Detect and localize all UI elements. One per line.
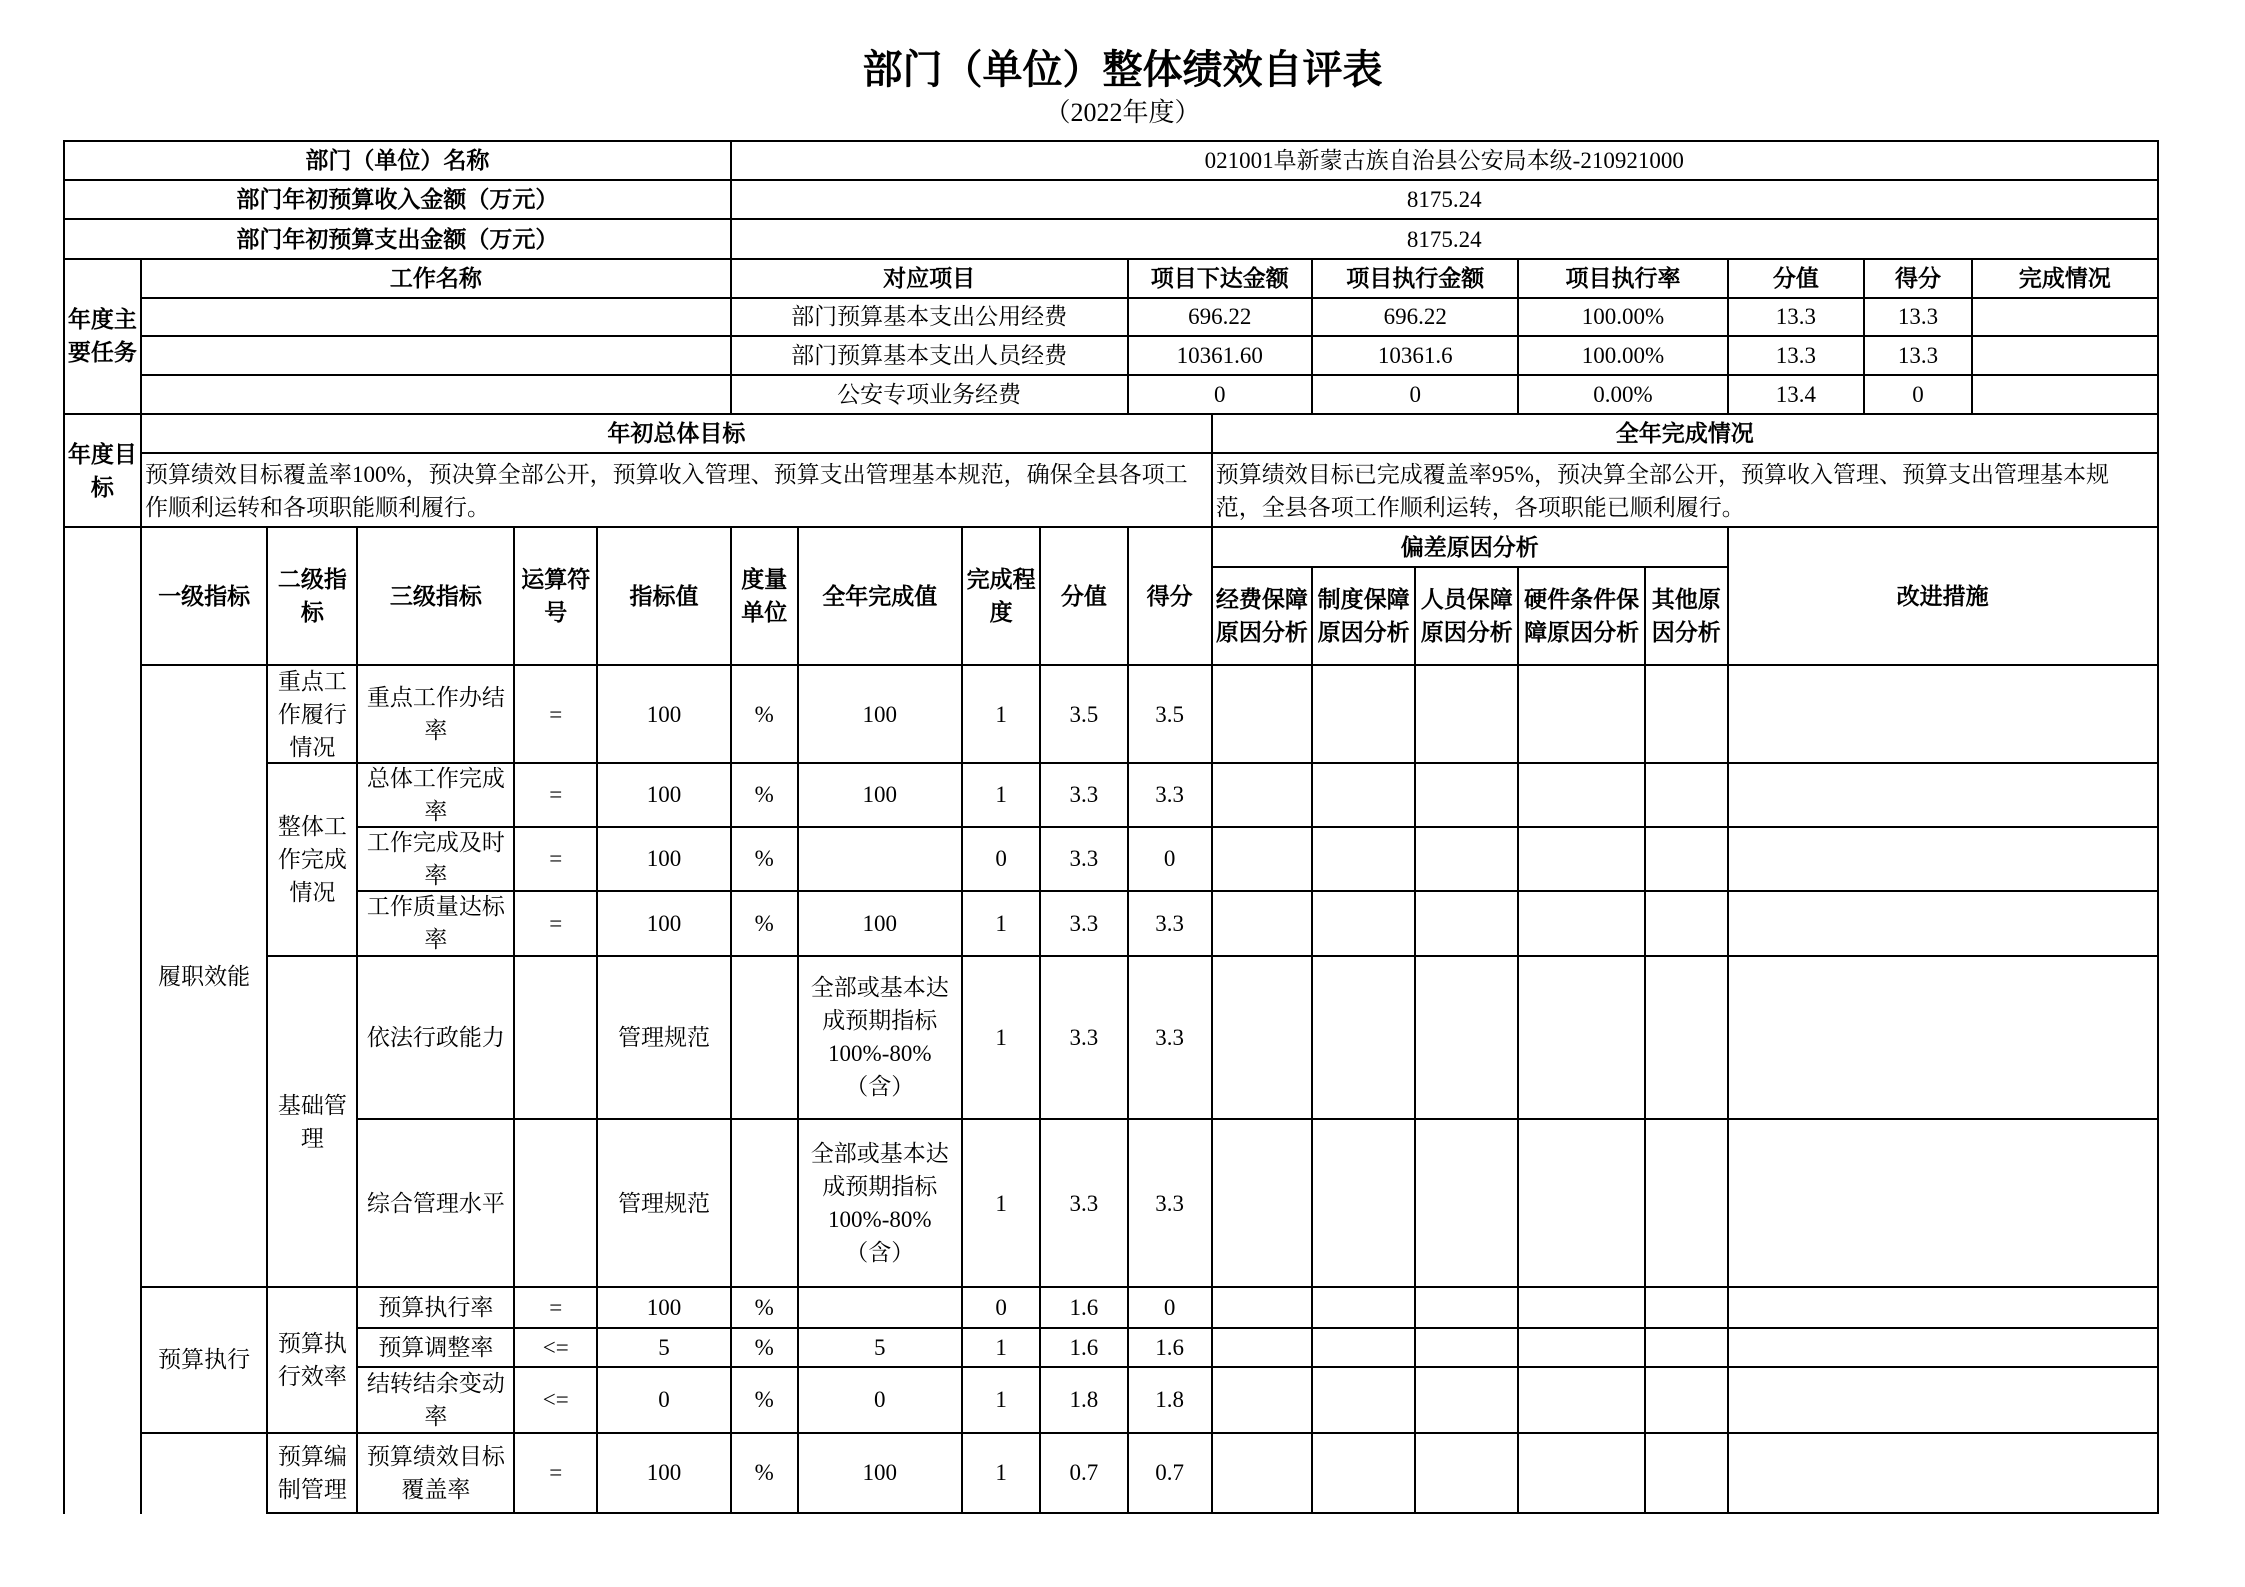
- indicator-row-cell: 100: [596, 890, 732, 957]
- indicator-row-cell: [513, 1118, 598, 1289]
- indicator-row-cell: [1727, 1327, 2159, 1368]
- indicator-row-cell: [1644, 1118, 1729, 1289]
- goals-initial-text: 预算绩效目标覆盖率100%，预决算全部公开，预算收入管理、预算支出管理基本规范，确保全县各项工作顺利运转和各项职能顺利履行。: [140, 452, 1213, 528]
- indicator-row-cell: %: [730, 890, 799, 957]
- indicator-row-cell: [1211, 762, 1313, 828]
- indicator-row-cell: 3.3: [1039, 890, 1128, 957]
- indicator-row-cell: [1644, 664, 1729, 763]
- indicator-row-cell: 1: [961, 955, 1041, 1120]
- indicator-row-cell: [1727, 1118, 2159, 1289]
- page-subtitle: （2022年度）: [1044, 98, 1201, 127]
- task-row-cell: 696.22: [1127, 297, 1314, 337]
- task-row-cell: 0: [1311, 374, 1519, 415]
- indicator-row-cell: 5: [596, 1327, 732, 1368]
- indicator-row-cell: %: [730, 1286, 799, 1329]
- task-row-cell: 13.3: [1727, 335, 1866, 376]
- indicator-row-cell: 1.8: [1039, 1366, 1128, 1433]
- indicator-row-cell: 管理规范: [596, 1118, 732, 1289]
- indicator-row-cell: [1517, 1432, 1645, 1514]
- tasks-column-header: 项目执行金额: [1311, 258, 1519, 299]
- indicator-row-cell: [1414, 1286, 1519, 1329]
- indicator-row-cell: 3.3: [1039, 955, 1128, 1120]
- indicator-row-cell: 3.3: [1127, 1118, 1213, 1289]
- expense-value: 8175.24: [730, 218, 2159, 259]
- task-row-cell: [1971, 297, 2159, 337]
- tasks-column-header: 项目下达金额: [1127, 258, 1314, 299]
- indicator-column-header: 运算符号: [513, 526, 598, 666]
- indicator-row-cell: 0: [1127, 1286, 1213, 1329]
- indicator-row-cell: [730, 955, 799, 1120]
- indicator-row-cell: [1727, 826, 2159, 892]
- tasks-section-label: 年度主要任务: [63, 258, 142, 415]
- indicator-row-cell: [1517, 826, 1645, 892]
- indicator-row-cell: 0.7: [1127, 1432, 1213, 1514]
- indicator-row-cell: 1: [961, 664, 1041, 763]
- deviation-column-header: 人员保障原因分析: [1414, 566, 1519, 667]
- indicator-column-header: 二级指标: [266, 526, 358, 666]
- task-row-cell: 100.00%: [1517, 297, 1728, 337]
- indicator-row-cell: [1414, 762, 1519, 828]
- task-row-cell: 0: [1127, 374, 1314, 415]
- indicator-row-cell: 1.6: [1039, 1286, 1128, 1329]
- tasks-column-header: 完成情况: [1971, 258, 2159, 299]
- deviation-column-header: 硬件条件保障原因分析: [1517, 566, 1645, 667]
- deviation-header: 偏差原因分析: [1211, 526, 1729, 567]
- indicator-row-cell: 3.5: [1039, 664, 1128, 763]
- indicator-row-cell: [1414, 1366, 1519, 1433]
- indicator-row-cell: [1644, 1432, 1729, 1514]
- indicator-row-cell: 3.3: [1127, 955, 1213, 1120]
- indicator-row-cell: 100: [797, 664, 963, 763]
- indicators-section-label: [63, 526, 142, 1513]
- indicator-row-cell: 1.8: [1127, 1366, 1213, 1433]
- level2-indicator: 重点工作履行情况: [266, 664, 358, 763]
- indicator-row-cell: 综合管理水平: [356, 1118, 515, 1289]
- indicator-row-cell: [1414, 826, 1519, 892]
- indicator-row-cell: =: [513, 664, 598, 763]
- level1-indicator: 预算执行: [140, 1286, 268, 1433]
- indicator-row-cell: [1311, 664, 1416, 763]
- deviation-column-header: 经费保障原因分析: [1211, 566, 1313, 667]
- indicator-row-cell: 100: [797, 762, 963, 828]
- indicator-row-cell: [513, 955, 598, 1120]
- deviation-column-header: 其他原因分析: [1644, 566, 1729, 667]
- indicator-row-cell: 1: [961, 762, 1041, 828]
- indicator-row-cell: 依法行政能力: [356, 955, 515, 1120]
- indicator-row-cell: 预算执行率: [356, 1286, 515, 1329]
- indicator-row-cell: [1644, 1286, 1729, 1329]
- level2-indicator: 整体工作完成情况: [266, 762, 358, 957]
- task-row-cell: 0.00%: [1517, 374, 1728, 415]
- indicator-row-cell: %: [730, 1327, 799, 1368]
- indicator-row-cell: 100: [596, 762, 732, 828]
- indicator-row-cell: =: [513, 762, 598, 828]
- indicator-column-header: 完成程度: [961, 526, 1041, 666]
- indicator-row-cell: 5: [797, 1327, 963, 1368]
- task-row-cell: 13.4: [1727, 374, 1866, 415]
- task-row-cell: [140, 335, 732, 376]
- indicator-row-cell: 1: [961, 1432, 1041, 1514]
- task-row-cell: [140, 374, 732, 415]
- task-row-cell: [1971, 374, 2159, 415]
- indicator-row-cell: [1211, 1286, 1313, 1329]
- task-row-cell: [1971, 335, 2159, 376]
- indicator-row-cell: 0: [1127, 826, 1213, 892]
- indicator-row-cell: 1.6: [1039, 1327, 1128, 1368]
- name-value: 021001阜新蒙古族自治县公安局本级-210921000: [730, 140, 2159, 181]
- indicator-row-cell: [1414, 1118, 1519, 1289]
- name-label: 部门（单位）名称: [63, 140, 732, 181]
- indicator-row-cell: 管理规范: [596, 955, 732, 1120]
- indicator-row-cell: [730, 1118, 799, 1289]
- indicator-row-cell: [1311, 826, 1416, 892]
- level1-indicator: [140, 1432, 268, 1514]
- indicator-row-cell: [1211, 1432, 1313, 1514]
- deviation-column-header: 制度保障原因分析: [1311, 566, 1416, 667]
- indicator-row-cell: 100: [596, 1432, 732, 1514]
- income-value: 8175.24: [730, 179, 2159, 220]
- task-row-cell: 公安专项业务经费: [730, 374, 1129, 415]
- indicator-row-cell: [1644, 890, 1729, 957]
- indicator-row-cell: [1644, 1327, 1729, 1368]
- indicator-row-cell: 总体工作完成率: [356, 762, 515, 828]
- indicator-row-cell: [797, 1286, 963, 1329]
- indicator-column-header: 一级指标: [140, 526, 268, 666]
- indicator-row-cell: [1644, 826, 1729, 892]
- indicator-row-cell: 工作质量达标率: [356, 890, 515, 957]
- task-row-cell: 部门预算基本支出公用经费: [730, 297, 1129, 337]
- indicator-row-cell: 3.3: [1039, 762, 1128, 828]
- indicator-row-cell: 工作完成及时率: [356, 826, 515, 892]
- indicator-row-cell: 0: [961, 1286, 1041, 1329]
- indicator-row-cell: [1414, 890, 1519, 957]
- indicator-row-cell: 0: [596, 1366, 732, 1433]
- tasks-column-header: 对应项目: [730, 258, 1129, 299]
- indicator-row-cell: [1311, 1286, 1416, 1329]
- task-row-cell: 部门预算基本支出人员经费: [730, 335, 1129, 376]
- indicator-row-cell: 结转结余变动率: [356, 1366, 515, 1433]
- indicator-row-cell: [1414, 955, 1519, 1120]
- indicator-row-cell: [1311, 890, 1416, 957]
- goals-section-label: 年度目标: [63, 413, 142, 528]
- indicator-row-cell: [1414, 1432, 1519, 1514]
- task-row-cell: 13.3: [1863, 297, 1973, 337]
- task-row-cell: 10361.6: [1311, 335, 1519, 376]
- indicator-row-cell: %: [730, 664, 799, 763]
- indicator-row-cell: 0: [797, 1366, 963, 1433]
- indicator-row-cell: 100: [596, 826, 732, 892]
- task-row-cell: 0: [1863, 374, 1973, 415]
- indicator-row-cell: [1727, 1366, 2159, 1433]
- indicator-row-cell: [1644, 762, 1729, 828]
- task-row-cell: 10361.60: [1127, 335, 1314, 376]
- indicator-row-cell: [1211, 1366, 1313, 1433]
- indicator-row-cell: [1414, 664, 1519, 763]
- level2-indicator: 预算编制管理: [266, 1432, 358, 1514]
- indicator-row-cell: [1311, 1118, 1416, 1289]
- indicator-row-cell: %: [730, 1432, 799, 1514]
- indicator-row-cell: 全部或基本达成预期指标100%-80%（含）: [797, 1118, 963, 1289]
- indicator-row-cell: [1727, 664, 2159, 763]
- indicator-row-cell: 预算绩效目标覆盖率: [356, 1432, 515, 1514]
- indicator-row-cell: =: [513, 1432, 598, 1514]
- indicator-row-cell: 全部或基本达成预期指标100%-80%（含）: [797, 955, 963, 1120]
- indicator-row-cell: [1517, 762, 1645, 828]
- page-title: 部门（单位）整体绩效自评表: [862, 47, 1383, 92]
- task-row-cell: 13.3: [1863, 335, 1973, 376]
- indicator-row-cell: %: [730, 826, 799, 892]
- task-row-cell: 696.22: [1311, 297, 1519, 337]
- indicator-row-cell: [1517, 1118, 1645, 1289]
- indicator-row-cell: 100: [797, 1432, 963, 1514]
- indicator-row-cell: [1211, 664, 1313, 763]
- indicator-row-cell: 3.3: [1127, 890, 1213, 957]
- indicator-row-cell: 1: [961, 890, 1041, 957]
- indicator-column-header: 得分: [1127, 526, 1213, 666]
- indicator-row-cell: 1: [961, 1118, 1041, 1289]
- indicator-row-cell: 0.7: [1039, 1432, 1128, 1514]
- indicator-row-cell: <=: [513, 1366, 598, 1433]
- tasks-column-header: 得分: [1863, 258, 1973, 299]
- indicator-row-cell: 0: [961, 826, 1041, 892]
- indicator-row-cell: 3.3: [1127, 762, 1213, 828]
- indicator-row-cell: 预算调整率: [356, 1327, 515, 1368]
- indicator-row-cell: [1414, 1327, 1519, 1368]
- indicator-row-cell: [1211, 955, 1313, 1120]
- indicator-row-cell: 100: [797, 890, 963, 957]
- indicator-row-cell: [1727, 762, 2159, 828]
- indicator-row-cell: [1211, 1327, 1313, 1368]
- indicator-row-cell: [1311, 1327, 1416, 1368]
- task-row-cell: 13.3: [1727, 297, 1866, 337]
- indicator-row-cell: =: [513, 1286, 598, 1329]
- indicator-row-cell: [1311, 955, 1416, 1120]
- indicator-row-cell: [1517, 664, 1645, 763]
- indicator-row-cell: 100: [596, 664, 732, 763]
- level2-indicator: 基础管理: [266, 955, 358, 1288]
- indicator-row-cell: [1517, 955, 1645, 1120]
- indicator-row-cell: [1311, 1432, 1416, 1514]
- indicator-column-header: 三级指标: [356, 526, 515, 666]
- indicator-row-cell: [1644, 1366, 1729, 1433]
- indicator-row-cell: 3.3: [1039, 1118, 1128, 1289]
- indicator-row-cell: [1311, 762, 1416, 828]
- indicator-row-cell: [1727, 890, 2159, 957]
- indicator-row-cell: [1517, 1366, 1645, 1433]
- indicator-column-header: 指标值: [596, 526, 732, 666]
- indicator-row-cell: [1727, 1432, 2159, 1514]
- indicator-column-header: 分值: [1039, 526, 1128, 666]
- indicator-row-cell: <=: [513, 1327, 598, 1368]
- goals-result-label: 全年完成情况: [1211, 413, 2159, 454]
- goals-initial-label: 年初总体目标: [140, 413, 1213, 454]
- indicator-row-cell: [1644, 955, 1729, 1120]
- indicator-row-cell: %: [730, 762, 799, 828]
- indicator-row-cell: =: [513, 826, 598, 892]
- indicator-row-cell: [1517, 1286, 1645, 1329]
- indicator-row-cell: 重点工作办结率: [356, 664, 515, 763]
- tasks-column-header: 分值: [1727, 258, 1866, 299]
- indicator-row-cell: 1: [961, 1366, 1041, 1433]
- level1-indicator: 履职效能: [140, 664, 268, 1288]
- indicator-row-cell: =: [513, 890, 598, 957]
- indicator-row-cell: [1211, 826, 1313, 892]
- indicator-column-header: 全年完成值: [797, 526, 963, 666]
- indicator-row-cell: 1: [961, 1327, 1041, 1368]
- indicator-column-header: 度量单位: [730, 526, 799, 666]
- indicator-row-cell: [1311, 1366, 1416, 1433]
- tasks-column-header: 工作名称: [140, 258, 732, 299]
- task-row-cell: [140, 297, 732, 337]
- expense-label: 部门年初预算支出金额（万元）: [63, 218, 732, 259]
- indicator-row-cell: [1517, 1327, 1645, 1368]
- indicator-row-cell: [1211, 1118, 1313, 1289]
- indicator-row-cell: [1211, 890, 1313, 957]
- indicator-row-cell: [1727, 955, 2159, 1120]
- goals-result-text: 预算绩效目标已完成覆盖率95%，预决算全部公开，预算收入管理、预算支出管理基本规范，全县各项工作顺利运转，各项职能已顺利履行。: [1211, 452, 2159, 528]
- indicator-row-cell: 100: [596, 1286, 732, 1329]
- indicator-row-cell: [797, 826, 963, 892]
- task-row-cell: 100.00%: [1517, 335, 1728, 376]
- income-label: 部门年初预算收入金额（万元）: [63, 179, 732, 220]
- indicator-row-cell: 1.6: [1127, 1327, 1213, 1368]
- indicator-row-cell: 3.5: [1127, 664, 1213, 763]
- indicator-row-cell: 3.3: [1039, 826, 1128, 892]
- indicator-row-cell: [1727, 1286, 2159, 1329]
- indicator-row-cell: %: [730, 1366, 799, 1433]
- improve-header: 改进措施: [1727, 526, 2159, 666]
- indicator-row-cell: [1517, 890, 1645, 957]
- level2-indicator: 预算执行效率: [266, 1286, 358, 1433]
- tasks-column-header: 项目执行率: [1517, 258, 1728, 299]
